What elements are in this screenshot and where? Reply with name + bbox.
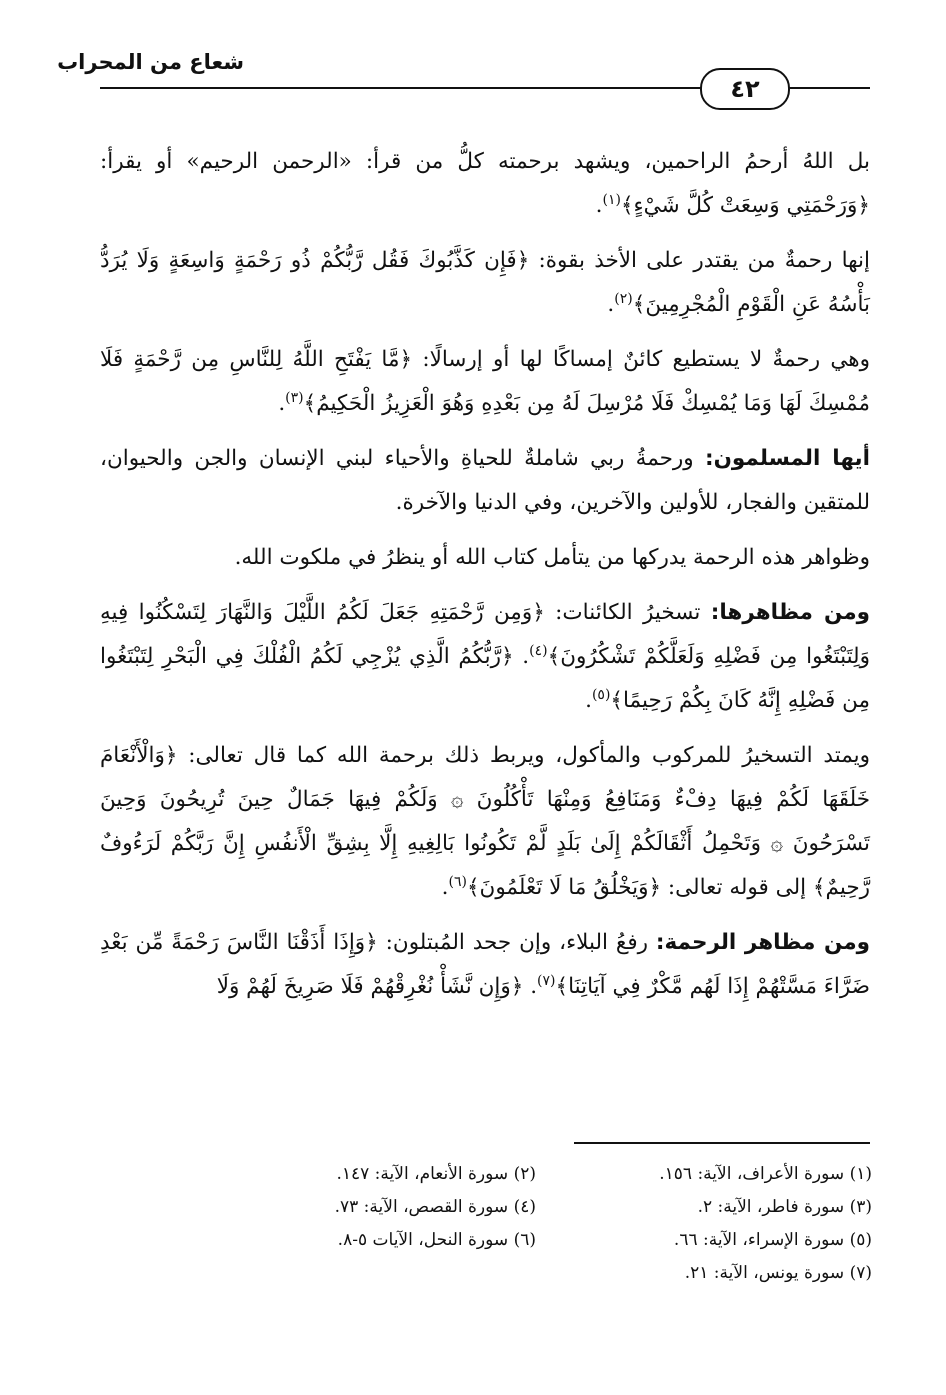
footnote-ref-5: (٥)	[591, 686, 611, 703]
paragraph-7	[100, 734, 870, 910]
footnote-text: سورة فاطر، الآية: ٢.	[697, 1197, 845, 1217]
footnote-ref-3: (٣)	[285, 389, 304, 406]
paragraph-tail: .	[595, 193, 603, 218]
footnote-number: (٤)	[513, 1197, 536, 1217]
paragraph-1	[100, 140, 870, 228]
footnote-ref-1: (١)	[602, 191, 621, 208]
paragraph-text: وهي رحمةٌ لا يستطيع كائنٌ إمساكًا لها أو إرسالًا: ﴿مَّا يَفْتَحِ اللَّهُ لِلنَّاسِ مِن رَّحْمَةٍ فَلَا مُمْسِكَ لَهَا وَمَا يُمْسِكْ فَلَا مُرْسِلَ لَهُ مِن بَعْدِهِ وَهُوَ الْعَزِيزُ الْحَكِيمُ﴾	[100, 347, 870, 416]
footnote-number: (٦)	[513, 1230, 536, 1250]
footnote-text: سورة الأعراف، الآية: ١٥٦.	[659, 1164, 845, 1184]
footnote-ref-2: (٢)	[614, 290, 633, 307]
main-text	[100, 140, 870, 1020]
paragraph-text: رفعُ البلاء، وإن جحد المُبتلون: ﴿وَإِذَا أَذَقْنَا النَّاسَ رَحْمَةً مِّن بَعْدِ ضَرَّاءَ مَسَّتْهُمْ إِذَا لَهُم مَّكْرٌ فِي آيَاتِنَا﴾	[100, 930, 870, 999]
footnote-4	[200, 1191, 536, 1224]
footnote-text: سورة يونس، الآية: ٢١.	[684, 1263, 845, 1283]
footnote-3	[536, 1191, 872, 1224]
footnote-2	[200, 1158, 536, 1191]
footnote-row	[200, 1191, 872, 1224]
footnote-text: سورة الإسراء، الآية: ٦٦.	[673, 1230, 845, 1250]
paragraph-8	[100, 921, 870, 1009]
footnote-rule	[574, 1142, 870, 1144]
paragraph-tail-2: .	[585, 688, 592, 713]
paragraph-6	[100, 591, 870, 723]
footnote-row	[200, 1224, 872, 1257]
paragraph-text: ورحمةُ ربي شاملةٌ للحياةِ والأحياء لبني الإنسان والجن والحيوان، للمتقين والفجار، للأولين والآخرين، وفي الدنيا والآخرة.	[100, 446, 870, 515]
footnote-number: (٧)	[849, 1263, 872, 1283]
footnote-number: (٣)	[849, 1197, 872, 1217]
footnote-5	[536, 1224, 872, 1257]
paragraph-text: ويمتد التسخيرُ للمركوب والمأكول، ويربط ذلك برحمة الله كما قال تعالى: ﴿وَالْأَنْعَامَ خَلَقَهَا لَكُمْ فِيهَا دِفْءٌ وَمَنَافِعُ وَمِنْهَا تَأْكُلُونَ ۞ وَلَكُمْ فِيهَا جَمَالٌ حِينَ تُرِيحُونَ وَحِينَ تَسْرَحُونَ ۞ وَتَحْمِلُ أَثْقَالَكُمْ إِلَىٰ بَلَدٍ لَّمْ تَكُونُوا بَالِغِيهِ إِلَّا بِشِقِّ الْأَنفُسِ إِنَّ رَبَّكُمْ لَرَءُوفٌ رَّحِيمٌ﴾ إلى قوله تعالى: ﴿وَيَخْلُقُ مَا لَا تَعْلَمُونَ﴾	[100, 743, 870, 900]
footnote-6	[200, 1224, 536, 1257]
paragraph-tail: .	[278, 391, 286, 416]
paragraph-2	[100, 239, 870, 327]
footnote-number: (٢)	[513, 1164, 536, 1184]
paragraph-text: وظواهر هذه الرحمة يدركها من يتأمل كتاب الله أو ينظرُ في ملكوت الله.	[234, 545, 870, 570]
footnote-row	[200, 1158, 872, 1191]
paragraph-3	[100, 338, 870, 426]
paragraph-lead: ومن مظاهرها:	[710, 600, 870, 625]
paragraph-text: إنها رحمةٌ من يقتدر على الأخذ بقوة: ﴿فَإِن كَذَّبُوكَ فَقُل رَّبُّكُمْ ذُو رَحْمَةٍ وَاسِعَةٍ وَلَا يُرَدُّ بَأْسُهُ عَنِ الْقَوْمِ الْمُجْرِمِينَ﴾	[100, 248, 870, 317]
paragraph-lead: ومن مظاهر الرحمة:	[655, 930, 871, 955]
paragraph-4	[100, 437, 870, 525]
paragraph-lead: أيها المسلمون:	[704, 446, 870, 471]
paragraph-5	[100, 536, 870, 580]
paragraph-tail: . ﴿وَإِن نَّشَأْ نُغْرِقْهُمْ فَلَا صَرِيخَ لَهُمْ وَلَا	[216, 974, 538, 999]
footnote-text: سورة الأنعام، الآية: ١٤٧.	[336, 1164, 509, 1184]
footnote-ref-7: (٧)	[537, 972, 556, 989]
page-number: ٤٢	[700, 68, 790, 110]
paragraph-tail: .	[607, 292, 615, 317]
footnote-ref-6: (٦)	[448, 873, 467, 890]
footnote-ref-4: (٤)	[529, 642, 548, 659]
paragraph-tail: .	[441, 875, 449, 900]
footnote-text: سورة النحل، الآيات ٥-٨.	[337, 1230, 509, 1250]
footnote-7	[536, 1257, 872, 1290]
footnote-number: (٥)	[849, 1230, 872, 1250]
paragraph-text: تسخيرُ الكائنات: ﴿وَمِن رَّحْمَتِهِ جَعَلَ لَكُمُ اللَّيْلَ وَالنَّهَارَ لِتَسْكُنُوا فِيهِ وَلِتَبْتَغُوا مِن فَضْلِهِ وَلَعَلَّكُمْ تَشْكُرُونَ﴾	[100, 600, 870, 669]
paragraph-tail: . ﴿رَّبُّكُمُ الَّذِي يُزْجِي لَكُمُ الْفُلْكَ فِي الْبَحْرِ لِتَبْتَغُوا مِن فَضْلِهِ إِنَّهُ كَانَ بِكُمْ رَحِيمًا﴾	[100, 644, 870, 713]
footnote-number: (١)	[849, 1164, 872, 1184]
footnote-row	[200, 1257, 872, 1290]
running-header-title: شعاع من المحراب	[57, 50, 244, 74]
footnote-1	[536, 1158, 872, 1191]
paragraph-text: بل اللهُ أرحمُ الراحمين، ويشهد برحمته كلُّ من قرأ: «الرحمن الرحيم» أو يقرأ: ﴿وَرَحْمَتِي وَسِعَتْ كُلَّ شَيْءٍ﴾	[100, 149, 870, 218]
footnotes	[200, 1158, 872, 1290]
footnote-text: سورة القصص، الآية: ٧٣.	[334, 1197, 509, 1217]
